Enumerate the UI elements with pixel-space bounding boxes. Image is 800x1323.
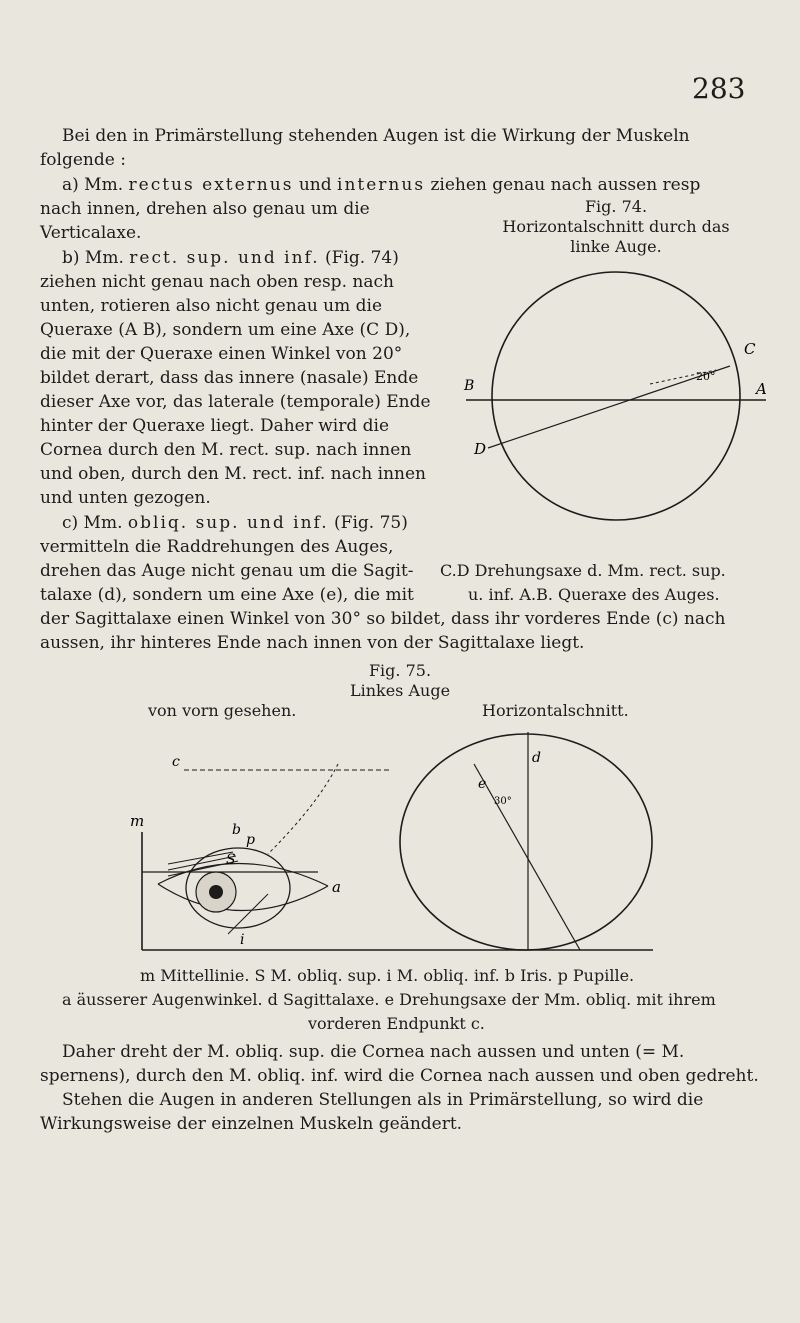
para-a-line-3: Verticalaxe. bbox=[40, 223, 142, 243]
closing-line: spernens), durch den M. obliq. inf. wird die Cornea nach aussen und oben gedreht. bbox=[40, 1066, 759, 1086]
label-C: C bbox=[744, 340, 756, 358]
label-D: D bbox=[474, 440, 487, 458]
para-a-term-internus: internus bbox=[337, 175, 426, 195]
fig75-right-heading: Horizontalschnitt. bbox=[482, 701, 629, 720]
para-b-line: und oben, durch den M. rect. inf. nach innen bbox=[40, 464, 426, 484]
label-m: m bbox=[130, 812, 145, 830]
label-angle-20: 20° bbox=[696, 370, 716, 383]
label-p: p bbox=[246, 832, 255, 848]
fig74-subtitle-2: linke Auge. bbox=[570, 237, 662, 256]
para-b-line: unten, rotieren also nicht genau um die bbox=[40, 296, 383, 316]
label-B: B bbox=[464, 378, 475, 394]
fig74-title: Fig. 74. bbox=[584, 197, 648, 216]
para-c-line-3: talaxe (d), sondern um eine Axe (e), die mit bbox=[40, 585, 414, 605]
label-S: S bbox=[226, 852, 236, 868]
para-b-line: die mit der Queraxe einen Winkel von 20° bbox=[40, 344, 403, 364]
fig74-caption-2: u. inf. A.B. Queraxe des Auges. bbox=[468, 585, 720, 604]
para-a-rest: ziehen genau nach aussen resp bbox=[430, 175, 701, 195]
para-b-line-1 bbox=[62, 246, 399, 270]
para-b-line: bildet derart, dass das innere (nasale) Ende bbox=[40, 368, 419, 388]
para-b-rest: (Fig. 74) bbox=[325, 248, 399, 268]
fig74-caption-1: C.D Drehungsaxe d. Mm. rect. sup. bbox=[440, 561, 726, 580]
fig75-legend-3: vorderen Endpunkt c. bbox=[308, 1014, 485, 1033]
label-A: A bbox=[756, 380, 767, 398]
para-b-line: ziehen nicht genau nach oben resp. nach bbox=[40, 272, 394, 292]
para-a-prefix: a) Mm. bbox=[62, 175, 124, 195]
label-d: d bbox=[532, 750, 541, 766]
fig75-left-heading: von vorn gesehen. bbox=[148, 701, 297, 720]
para-c-line-4: der Sagittalaxe einen Winkel von 30° so bildet, dass ihr vorderes Ende (c) nach bbox=[40, 609, 726, 629]
fig75-legend-2: a äusserer Augenwinkel. d Sagittalaxe. e Drehungsaxe der Mm. obliq. mit ihrem bbox=[62, 990, 716, 1009]
para-a-term-externus: rectus externus bbox=[128, 175, 294, 195]
intro-line-2: folgende : bbox=[40, 150, 126, 170]
fig74-diagram bbox=[460, 258, 770, 538]
fig74-subtitle-1: Horizontalschnitt durch das bbox=[502, 217, 730, 236]
para-c-line-1: vermitteln die Raddrehungen des Auges, bbox=[40, 537, 394, 557]
para-c-prefix: c) Mm. bbox=[62, 513, 123, 533]
fig75-diagram bbox=[128, 724, 688, 956]
label-angle-30: 30° bbox=[494, 796, 512, 807]
label-b: b bbox=[232, 822, 241, 838]
closing-line: Daher dreht der M. obliq. sup. die Cornea nach aussen und unten (= M. bbox=[62, 1042, 685, 1062]
para-a-und: und bbox=[298, 175, 332, 195]
obliq-sup-muscle bbox=[168, 852, 233, 864]
para-c-rest: (Fig. 75) bbox=[334, 513, 408, 533]
para-b-line: hinter der Queraxe liegt. Daher wird die bbox=[40, 416, 390, 436]
closing-line: Stehen die Augen in anderen Stellungen als in Primärstellung, so wird die bbox=[62, 1090, 704, 1110]
intro-line-1: Bei den in Primärstellung stehenden Augen ist die Wirkung der Muskeln bbox=[62, 126, 690, 146]
label-c: c bbox=[172, 754, 180, 770]
rotation-axis-cd bbox=[488, 366, 730, 448]
page-number: 283 bbox=[692, 72, 746, 105]
para-a-line-2: nach innen, drehen also genau um die bbox=[40, 199, 370, 219]
label-i: i bbox=[240, 932, 245, 948]
para-b-prefix: b) Mm. bbox=[62, 248, 124, 268]
lower-lid bbox=[158, 884, 328, 911]
fig75-subtitle: Linkes Auge bbox=[349, 681, 451, 700]
fig75-legend-1: m Mittellinie. S M. obliq. sup. i M. obliq. inf. b Iris. p Pupille. bbox=[140, 966, 635, 985]
projection-curve bbox=[268, 764, 338, 854]
eyeball-section bbox=[400, 734, 652, 950]
para-c-line-2: drehen das Auge nicht genau um die Sagit- bbox=[40, 561, 414, 581]
para-b-line: Queraxe (A B), sondern um eine Axe (C D), bbox=[40, 320, 411, 340]
label-a: a bbox=[332, 878, 341, 896]
para-b-line: und unten gezogen. bbox=[40, 488, 211, 508]
para-b-term: rect. sup. und inf. bbox=[129, 248, 320, 268]
para-c-line-5: aussen, ihr hinteres Ende nach innen von der Sagittalaxe liegt. bbox=[40, 633, 585, 653]
para-a-line-1 bbox=[62, 173, 700, 197]
label-e: e bbox=[478, 776, 487, 792]
eyeball-outline bbox=[492, 272, 740, 520]
closing-line: Wirkungsweise der einzelnen Muskeln geändert. bbox=[40, 1114, 463, 1134]
para-c-line-0 bbox=[62, 511, 408, 535]
para-b-line: Cornea durch den M. rect. sup. nach innen bbox=[40, 440, 412, 460]
fig75-title: Fig. 75. bbox=[368, 661, 432, 680]
para-c-term: obliq. sup. und inf. bbox=[127, 513, 329, 533]
para-b-line: dieser Axe vor, das laterale (temporale) Ende bbox=[40, 392, 431, 412]
rotation-axis-e bbox=[474, 764, 580, 950]
pupil bbox=[209, 885, 223, 899]
